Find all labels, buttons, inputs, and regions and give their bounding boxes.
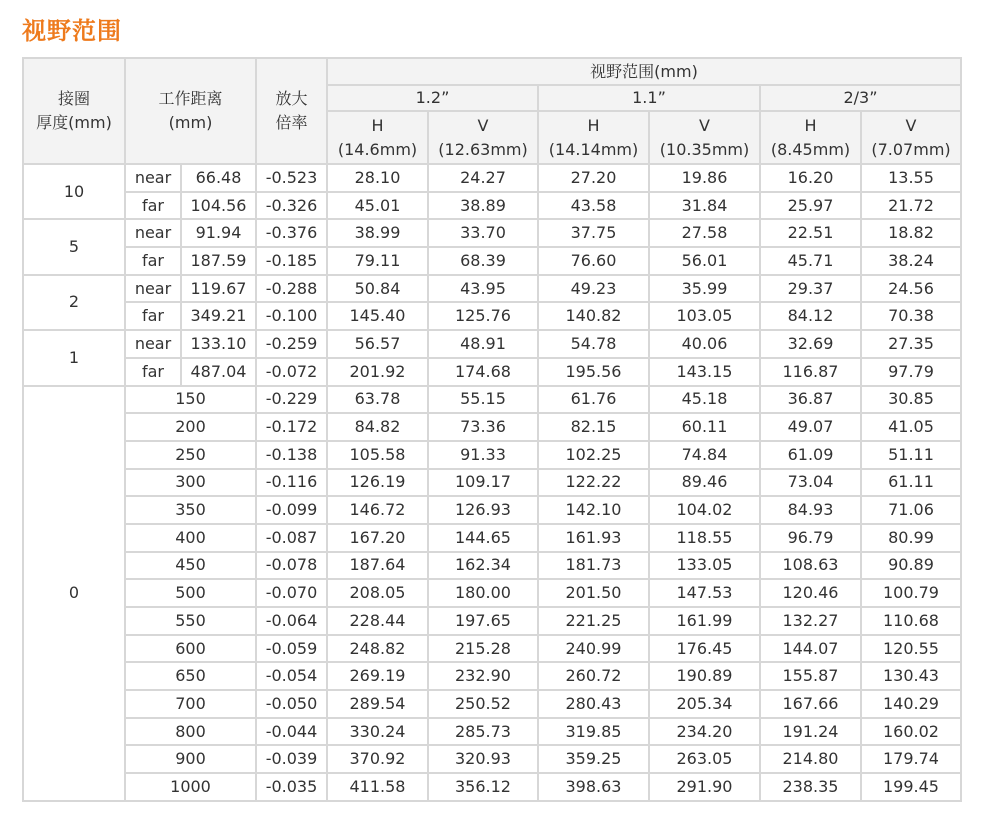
fov-value-cell: 80.99 <box>861 524 961 552</box>
fov-value-cell: 27.35 <box>861 330 961 358</box>
fov-value-cell: 48.91 <box>428 330 538 358</box>
fov-value-cell: 25.97 <box>760 192 861 220</box>
fov-value-cell: 285.73 <box>428 718 538 746</box>
table-row <box>23 773 961 801</box>
header-sensor-3: 2/3” <box>760 85 961 111</box>
fov-value-cell: 140.82 <box>538 302 649 330</box>
fov-value-cell: 73.36 <box>428 413 538 441</box>
table-row <box>23 192 961 220</box>
fov-value-cell: 260.72 <box>538 662 649 690</box>
fov-value-cell: 291.90 <box>649 773 760 801</box>
header-h-label: H <box>587 115 600 135</box>
magnification-cell: -0.185 <box>256 247 327 275</box>
field-of-view-table <box>22 57 962 802</box>
working-distance-cell: 600 <box>125 635 256 663</box>
table-row <box>23 441 961 469</box>
magnification-cell: -0.116 <box>256 469 327 497</box>
header-v-dim: (7.07mm) <box>871 139 951 159</box>
fov-value-cell: 32.69 <box>760 330 861 358</box>
fov-value-cell: 201.50 <box>538 579 649 607</box>
working-distance-cell: 650 <box>125 662 256 690</box>
fov-value-cell: 55.15 <box>428 386 538 414</box>
table-row <box>23 386 961 414</box>
fov-value-cell: 102.25 <box>538 441 649 469</box>
fov-value-cell: 70.38 <box>861 302 961 330</box>
fov-value-cell: 289.54 <box>327 690 428 718</box>
table-row <box>23 164 961 192</box>
fov-value-cell: 145.40 <box>327 302 428 330</box>
fov-value-cell: 84.12 <box>760 302 861 330</box>
fov-value-cell: 108.63 <box>760 552 861 580</box>
fov-value-cell: 144.65 <box>428 524 538 552</box>
fov-value-cell: 35.99 <box>649 275 760 303</box>
header-v-col <box>649 111 760 164</box>
fov-value-cell: 16.20 <box>760 164 861 192</box>
magnification-cell: -0.172 <box>256 413 327 441</box>
header-sensor-1: 1.2” <box>327 85 538 111</box>
spacer-thickness-cell: 10 <box>23 164 125 219</box>
magnification-cell: -0.059 <box>256 635 327 663</box>
header-sensor-2: 1.1” <box>538 85 760 111</box>
fov-value-cell: 143.15 <box>649 358 760 386</box>
header-v-col <box>428 111 538 164</box>
table-row <box>23 496 961 524</box>
fov-value-cell: 167.66 <box>760 690 861 718</box>
header-h-dim: (8.45mm) <box>770 139 851 159</box>
header-h-col <box>538 111 649 164</box>
table-row <box>23 607 961 635</box>
fov-value-cell: 199.45 <box>861 773 961 801</box>
header-wd-line2: (mm) <box>168 113 213 132</box>
fov-value-cell: 49.07 <box>760 413 861 441</box>
working-distance-cell: 66.48 <box>181 164 256 192</box>
fov-value-cell: 269.19 <box>327 662 428 690</box>
magnification-cell: -0.288 <box>256 275 327 303</box>
fov-value-cell: 97.79 <box>861 358 961 386</box>
header-h-label: H <box>804 115 817 135</box>
fov-value-cell: 263.05 <box>649 745 760 773</box>
fov-value-cell: 160.02 <box>861 718 961 746</box>
header-v-label: V <box>477 115 489 135</box>
working-distance-cell: 500 <box>125 579 256 607</box>
fov-value-cell: 84.82 <box>327 413 428 441</box>
magnification-cell: -0.064 <box>256 607 327 635</box>
near-far-label: near <box>125 275 181 303</box>
table-row <box>23 330 961 358</box>
table-row <box>23 413 961 441</box>
header-v-dim: (12.63mm) <box>438 139 528 159</box>
magnification-cell: -0.099 <box>256 496 327 524</box>
fov-value-cell: 21.72 <box>861 192 961 220</box>
fov-value-cell: 89.46 <box>649 469 760 497</box>
fov-value-cell: 90.89 <box>861 552 961 580</box>
fov-value-cell: 190.89 <box>649 662 760 690</box>
fov-value-cell: 82.15 <box>538 413 649 441</box>
fov-value-cell: 84.93 <box>760 496 861 524</box>
working-distance-cell: 900 <box>125 745 256 773</box>
fov-value-cell: 411.58 <box>327 773 428 801</box>
fov-value-cell: 191.24 <box>760 718 861 746</box>
working-distance-cell: 349.21 <box>181 302 256 330</box>
fov-value-cell: 61.11 <box>861 469 961 497</box>
fov-value-cell: 104.02 <box>649 496 760 524</box>
fov-value-cell: 49.23 <box>538 275 649 303</box>
fov-value-cell: 234.20 <box>649 718 760 746</box>
header-magnification <box>256 58 327 164</box>
fov-value-cell: 208.05 <box>327 579 428 607</box>
fov-value-cell: 110.68 <box>861 607 961 635</box>
working-distance-cell: 450 <box>125 552 256 580</box>
magnification-cell: -0.070 <box>256 579 327 607</box>
header-wd-line1: 工作距离 <box>158 89 223 108</box>
magnification-cell: -0.100 <box>256 302 327 330</box>
fov-value-cell: 221.25 <box>538 607 649 635</box>
fov-value-cell: 125.76 <box>428 302 538 330</box>
working-distance-cell: 1000 <box>125 773 256 801</box>
fov-value-cell: 122.22 <box>538 469 649 497</box>
header-h-col <box>327 111 428 164</box>
fov-value-cell: 238.35 <box>760 773 861 801</box>
near-far-label: far <box>125 358 181 386</box>
magnification-cell: -0.078 <box>256 552 327 580</box>
table-row <box>23 662 961 690</box>
fov-value-cell: 33.70 <box>428 219 538 247</box>
magnification-cell: -0.054 <box>256 662 327 690</box>
magnification-cell: -0.259 <box>256 330 327 358</box>
working-distance-cell: 91.94 <box>181 219 256 247</box>
fov-value-cell: 38.24 <box>861 247 961 275</box>
fov-value-cell: 195.56 <box>538 358 649 386</box>
fov-value-cell: 161.93 <box>538 524 649 552</box>
table-row <box>23 718 961 746</box>
fov-value-cell: 61.76 <box>538 386 649 414</box>
working-distance-cell: 187.59 <box>181 247 256 275</box>
fov-value-cell: 181.73 <box>538 552 649 580</box>
fov-value-cell: 319.85 <box>538 718 649 746</box>
fov-value-cell: 91.33 <box>428 441 538 469</box>
fov-value-cell: 96.79 <box>760 524 861 552</box>
fov-value-cell: 76.60 <box>538 247 649 275</box>
working-distance-cell: 119.67 <box>181 275 256 303</box>
fov-value-cell: 103.05 <box>649 302 760 330</box>
header-v-dim: (10.35mm) <box>659 139 750 159</box>
table-row <box>23 358 961 386</box>
fov-value-cell: 68.39 <box>428 247 538 275</box>
fov-value-cell: 205.34 <box>649 690 760 718</box>
fov-value-cell: 201.92 <box>327 358 428 386</box>
spacer-thickness-cell: 0 <box>23 386 125 801</box>
fov-value-cell: 28.10 <box>327 164 428 192</box>
fov-value-cell: 187.64 <box>327 552 428 580</box>
table-row <box>23 579 961 607</box>
fov-value-cell: 140.29 <box>861 690 961 718</box>
fov-value-cell: 330.24 <box>327 718 428 746</box>
fov-value-cell: 50.84 <box>327 275 428 303</box>
working-distance-cell: 550 <box>125 607 256 635</box>
working-distance-cell: 400 <box>125 524 256 552</box>
header-spacer-thickness <box>23 58 125 164</box>
fov-value-cell: 56.57 <box>327 330 428 358</box>
fov-value-cell: 118.55 <box>649 524 760 552</box>
fov-value-cell: 359.25 <box>538 745 649 773</box>
fov-value-cell: 63.78 <box>327 386 428 414</box>
header-v-label: V <box>905 115 917 135</box>
fov-value-cell: 174.68 <box>428 358 538 386</box>
magnification-cell: -0.138 <box>256 441 327 469</box>
working-distance-cell: 350 <box>125 496 256 524</box>
fov-value-cell: 132.27 <box>760 607 861 635</box>
fov-value-cell: 22.51 <box>760 219 861 247</box>
fov-value-cell: 356.12 <box>428 773 538 801</box>
fov-value-cell: 228.44 <box>327 607 428 635</box>
fov-value-cell: 27.20 <box>538 164 649 192</box>
fov-value-cell: 147.53 <box>649 579 760 607</box>
table-row <box>23 690 961 718</box>
fov-value-cell: 240.99 <box>538 635 649 663</box>
header-working-distance <box>125 58 256 164</box>
working-distance-cell: 200 <box>125 413 256 441</box>
working-distance-cell: 250 <box>125 441 256 469</box>
fov-value-cell: 38.89 <box>428 192 538 220</box>
header-h-dim: (14.14mm) <box>548 139 639 159</box>
fov-value-cell: 43.95 <box>428 275 538 303</box>
magnification-cell: -0.326 <box>256 192 327 220</box>
fov-value-cell: 74.84 <box>649 441 760 469</box>
fov-value-cell: 142.10 <box>538 496 649 524</box>
fov-value-cell: 133.05 <box>649 552 760 580</box>
magnification-cell: -0.087 <box>256 524 327 552</box>
table-body <box>23 164 961 801</box>
fov-value-cell: 197.65 <box>428 607 538 635</box>
fov-value-cell: 40.06 <box>649 330 760 358</box>
table-row <box>23 635 961 663</box>
fov-value-cell: 161.99 <box>649 607 760 635</box>
header-mag-line1: 放大 <box>275 89 308 108</box>
working-distance-cell: 133.10 <box>181 330 256 358</box>
magnification-cell: -0.523 <box>256 164 327 192</box>
fov-value-cell: 130.43 <box>861 662 961 690</box>
header-spacer-line1: 接圈 <box>57 89 90 108</box>
fov-value-cell: 155.87 <box>760 662 861 690</box>
fov-value-cell: 19.86 <box>649 164 760 192</box>
near-far-label: near <box>125 330 181 358</box>
page-title: 视野范围 <box>22 17 122 45</box>
magnification-cell: -0.039 <box>256 745 327 773</box>
header-v-label: V <box>699 115 710 135</box>
fov-value-cell: 144.07 <box>760 635 861 663</box>
table-row <box>23 552 961 580</box>
table-row <box>23 469 961 497</box>
fov-value-cell: 320.93 <box>428 745 538 773</box>
near-far-label: far <box>125 192 181 220</box>
working-distance-cell: 300 <box>125 469 256 497</box>
fov-value-cell: 61.09 <box>760 441 861 469</box>
fov-value-cell: 79.11 <box>327 247 428 275</box>
near-far-label: far <box>125 247 181 275</box>
fov-value-cell: 36.87 <box>760 386 861 414</box>
fov-value-cell: 370.92 <box>327 745 428 773</box>
fov-value-cell: 24.56 <box>861 275 961 303</box>
fov-value-cell: 167.20 <box>327 524 428 552</box>
fov-value-cell: 100.79 <box>861 579 961 607</box>
fov-value-cell: 31.84 <box>649 192 760 220</box>
header-h-col <box>760 111 861 164</box>
fov-value-cell: 37.75 <box>538 219 649 247</box>
fov-value-cell: 71.06 <box>861 496 961 524</box>
fov-value-cell: 120.55 <box>861 635 961 663</box>
fov-value-cell: 250.52 <box>428 690 538 718</box>
fov-value-cell: 248.82 <box>327 635 428 663</box>
fov-value-cell: 38.99 <box>327 219 428 247</box>
magnification-cell: -0.229 <box>256 386 327 414</box>
spacer-thickness-cell: 2 <box>23 275 125 330</box>
fov-value-cell: 120.46 <box>760 579 861 607</box>
fov-value-cell: 280.43 <box>538 690 649 718</box>
fov-value-cell: 146.72 <box>327 496 428 524</box>
near-far-label: near <box>125 219 181 247</box>
near-far-label: far <box>125 302 181 330</box>
fov-value-cell: 24.27 <box>428 164 538 192</box>
fov-value-cell: 51.11 <box>861 441 961 469</box>
fov-value-cell: 215.28 <box>428 635 538 663</box>
fov-value-cell: 126.19 <box>327 469 428 497</box>
working-distance-cell: 487.04 <box>181 358 256 386</box>
magnification-cell: -0.050 <box>256 690 327 718</box>
fov-value-cell: 162.34 <box>428 552 538 580</box>
header-fov: 视野范围(mm) <box>327 58 961 85</box>
fov-value-cell: 45.18 <box>649 386 760 414</box>
table-row <box>23 524 961 552</box>
fov-value-cell: 60.11 <box>649 413 760 441</box>
table-row <box>23 247 961 275</box>
fov-value-cell: 30.85 <box>861 386 961 414</box>
fov-value-cell: 126.93 <box>428 496 538 524</box>
near-far-label: near <box>125 164 181 192</box>
working-distance-cell: 104.56 <box>181 192 256 220</box>
header-mag-line2: 倍率 <box>275 113 308 132</box>
magnification-cell: -0.072 <box>256 358 327 386</box>
fov-value-cell: 180.00 <box>428 579 538 607</box>
header-v-col <box>861 111 961 164</box>
fov-value-cell: 54.78 <box>538 330 649 358</box>
fov-value-cell: 27.58 <box>649 219 760 247</box>
working-distance-cell: 150 <box>125 386 256 414</box>
fov-value-cell: 398.63 <box>538 773 649 801</box>
working-distance-cell: 700 <box>125 690 256 718</box>
table-row <box>23 219 961 247</box>
fov-value-cell: 43.58 <box>538 192 649 220</box>
table-row <box>23 275 961 303</box>
fov-value-cell: 56.01 <box>649 247 760 275</box>
fov-value-cell: 105.58 <box>327 441 428 469</box>
fov-value-cell: 29.37 <box>760 275 861 303</box>
spacer-thickness-cell: 1 <box>23 330 125 385</box>
fov-value-cell: 13.55 <box>861 164 961 192</box>
fov-value-cell: 45.71 <box>760 247 861 275</box>
magnification-cell: -0.376 <box>256 219 327 247</box>
header-spacer-line2: 厚度(mm) <box>36 113 112 132</box>
spacer-thickness-cell: 5 <box>23 219 125 274</box>
fov-value-cell: 109.17 <box>428 469 538 497</box>
working-distance-cell: 800 <box>125 718 256 746</box>
fov-value-cell: 73.04 <box>760 469 861 497</box>
fov-value-cell: 18.82 <box>861 219 961 247</box>
header-h-label: H <box>371 115 384 135</box>
magnification-cell: -0.035 <box>256 773 327 801</box>
table-header <box>23 58 961 164</box>
fov-value-cell: 41.05 <box>861 413 961 441</box>
fov-value-cell: 232.90 <box>428 662 538 690</box>
header-h-dim: (14.6mm) <box>337 139 418 159</box>
fov-value-cell: 45.01 <box>327 192 428 220</box>
fov-value-cell: 179.74 <box>861 745 961 773</box>
fov-value-cell: 176.45 <box>649 635 760 663</box>
table-row <box>23 745 961 773</box>
fov-value-cell: 214.80 <box>760 745 861 773</box>
magnification-cell: -0.044 <box>256 718 327 746</box>
table-row <box>23 302 961 330</box>
fov-value-cell: 116.87 <box>760 358 861 386</box>
